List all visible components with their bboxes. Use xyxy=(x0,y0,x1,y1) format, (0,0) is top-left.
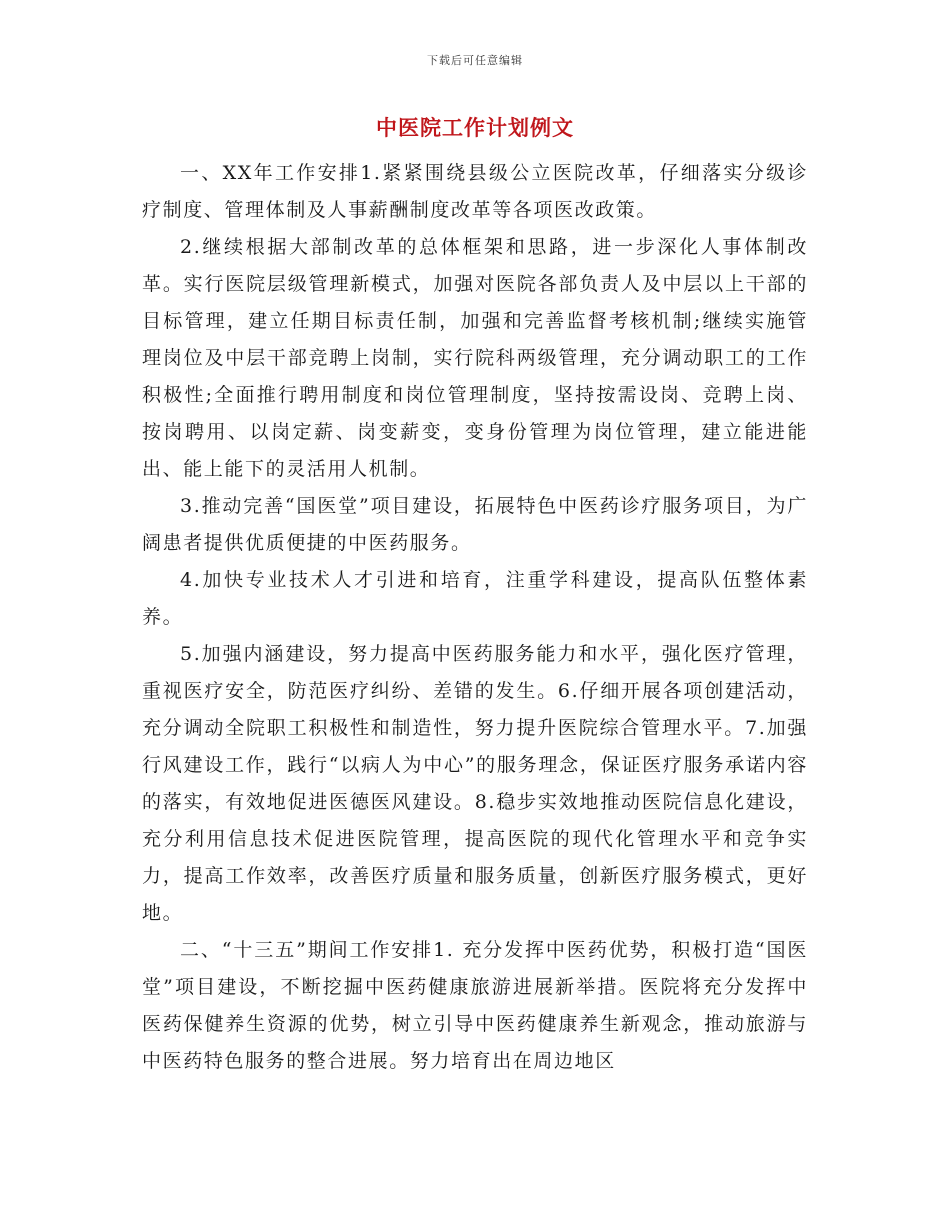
paragraph: 5.加强内涵建设，努力提高中医药服务能力和水平，强化医疗管理，重视医疗安全，防范医疗纠纷、差错的发生。6.仔细开展各项创建活动，充分调动全院职工积极性和制造性，努力提升医院综合管理水平。7.加强行风建设工作，践行“以病人为中心”的服务理念，保证医疗服务承诺内容的落实，有效地促进医德医风建设。8.稳步实效地推动医院信息化建设，充分利用信息技术促进医院管理，提高医院的现代化管理水平和竞争实力，提高工作效率，改善医疗质量和服务质量，创新医疗服务模式，更好地。 xyxy=(142,643,808,924)
document-body xyxy=(142,155,808,1080)
paragraph: 4.加快专业技术人才引进和培育，注重学科建设，提高队伍整体素养。 xyxy=(142,569,808,628)
paragraph: 3.推动完善“国医堂”项目建设，拓展特色中医药诊疗服务项目，为广阔患者提供优质便捷的中医药服务。 xyxy=(142,495,808,554)
header-note: 下载后可任意编辑 xyxy=(427,54,523,67)
paragraph: 2.继续根据大部制改革的总体框架和思路，进一步深化人事体制改革。实行医院层级管理新模式，加强对医院各部负责人及中层以上干部的目标管理，建立任期目标责任制，加强和完善监督考核机制;继续实施管理岗位及中层干部竞聘上岗制，实行院科两级管理，充分调动职工的工作积极性;全面推行聘用制度和岗位管理制度，坚持按需设岗、竞聘上岗、按岗聘用、以岗定薪、岗变薪变，变身份管理为岗位管理，建立能进能出、能上能下的灵活用人机制。 xyxy=(142,236,808,480)
paragraph: 一、XX年工作安排1.紧紧围绕县级公立医院改革，仔细落实分级诊疗制度、管理体制及人事薪酬制度改革等各项医改政策。 xyxy=(142,162,808,221)
document-title: 中医院工作计划例文 xyxy=(376,115,574,140)
paragraph: 二、“十三五”期间工作安排1. 充分发挥中医药优势，积极打造“国医堂”项目建设，不断挖掘中医药健康旅游进展新举措。医院将充分发挥中医药保健养生资源的优势，树立引导中医药健康养生新观念，推动旅游与中医药特色服务的整合进展。努力培育出在周边地区 xyxy=(142,939,808,1072)
